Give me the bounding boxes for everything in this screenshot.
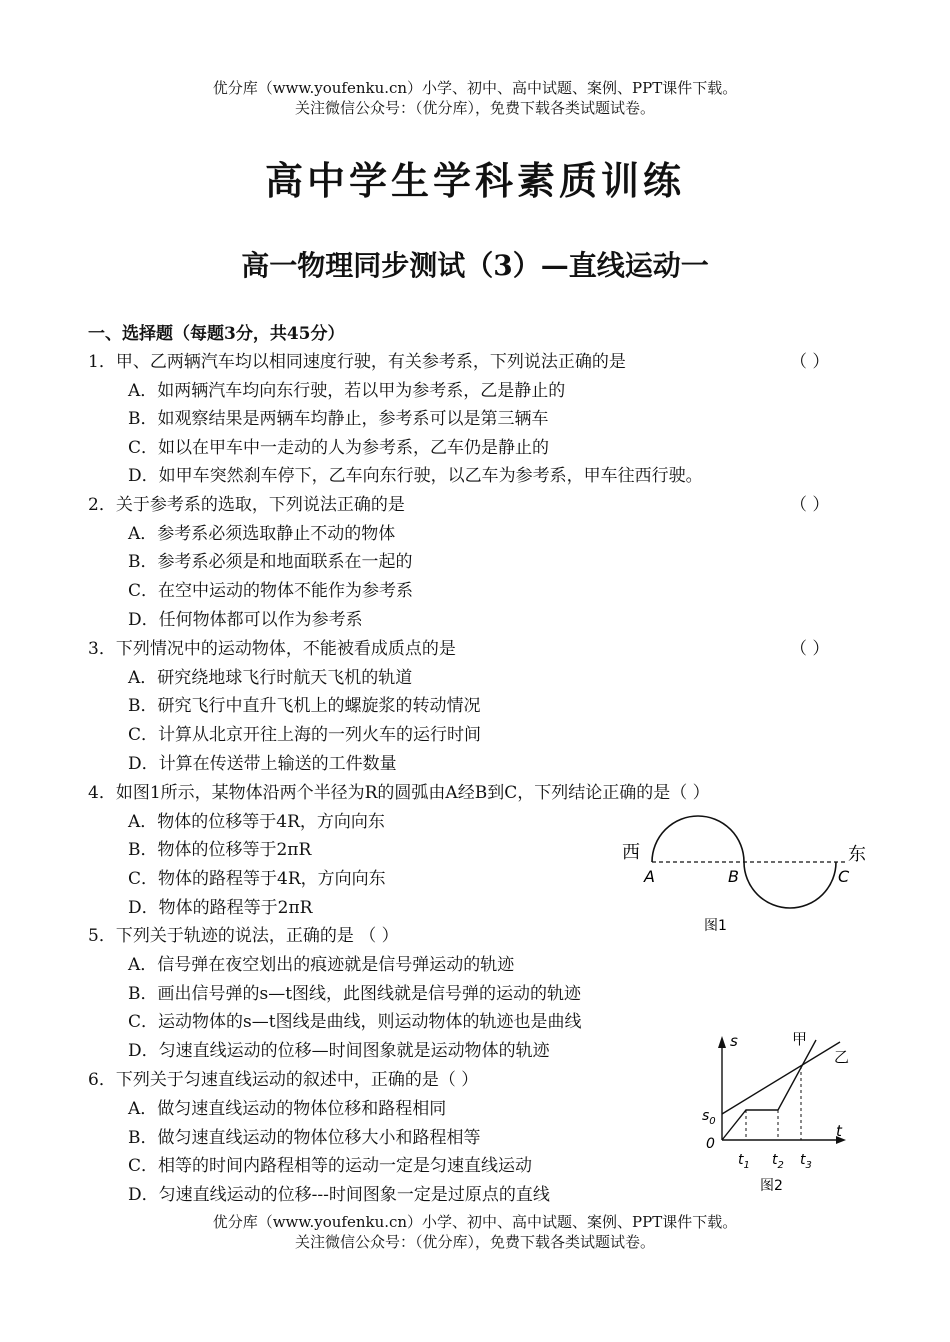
t2-label: $t_2$ bbox=[772, 1152, 784, 1171]
question-2-option-c: C．在空中运动的物体不能作为参考系 bbox=[128, 581, 414, 601]
question-5-stem: 5．下列关于轨迹的说法，正确的是 （ ） bbox=[88, 926, 399, 946]
figure-2 bbox=[690, 1022, 860, 1202]
figure-2-caption: 图2 bbox=[760, 1178, 783, 1194]
footer-line-2: 关注微信公众号：（优分库），免费下载各类试题试卷。 bbox=[294, 1233, 655, 1251]
question-6-stem: 6．下列关于匀速直线运动的叙述中，正确的是（ ） bbox=[88, 1070, 479, 1090]
figure-1-caption: 图1 bbox=[704, 918, 727, 934]
question-5-option-c: C．运动物体的s—t图线是曲线，则运动物体的轨迹也是曲线 bbox=[128, 1012, 582, 1032]
s-axis-arrow bbox=[718, 1036, 726, 1048]
point-b-label: B bbox=[728, 867, 739, 886]
origin-label: 0 bbox=[706, 1136, 715, 1152]
question-6-option-c: C．相等的时间内路程相等的运动一定是匀速直线运动 bbox=[128, 1156, 533, 1176]
question-2-answer-paren: （ ） bbox=[790, 495, 830, 515]
t3-label: $t_3$ bbox=[800, 1152, 812, 1171]
question-3-stem: 3．下列情况中的运动物体，不能被看成质点的是 bbox=[88, 639, 456, 659]
question-1-option-c: C．如以在甲车中一走动的人为参考系，乙车仍是静止的 bbox=[128, 438, 550, 458]
question-6-option-d: D．匀速直线运动的位移---时间图象一定是过原点的直线 bbox=[128, 1185, 550, 1205]
main-title: 高中学生学科素质训练 bbox=[264, 159, 685, 203]
question-2-option-d: D．任何物体都可以作为参考系 bbox=[128, 610, 363, 630]
question-3-answer-paren: （ ） bbox=[790, 639, 830, 659]
question-4-option-c: C．物体的路程等于4R，方向向东 bbox=[128, 869, 386, 889]
header-line-1: 优分库（www.youfenku.cn）小学、初中、高中试题、案例、PPT课件下载。 bbox=[212, 79, 738, 97]
question-1-option-d: D．如甲车突然刹车停下，乙车向东行驶，以乙车为参考系，甲车往西行驶。 bbox=[128, 466, 703, 486]
question-1-answer-paren: （ ） bbox=[790, 352, 830, 372]
question-6-option-a: A．做匀速直线运动的物体位移和路程相同 bbox=[128, 1099, 447, 1119]
t1-label: $t_1$ bbox=[738, 1152, 750, 1171]
question-1-option-b: B．如观察结果是两辆车均静止，参考系可以是第三辆车 bbox=[128, 409, 549, 429]
question-4-option-a: A．物体的位移等于4R，方向向东 bbox=[128, 812, 385, 832]
question-5-option-b: B．画出信号弹的s—t图线，此图线就是信号弹的运动的轨迹 bbox=[128, 984, 582, 1004]
s-axis-label: s bbox=[730, 1032, 738, 1050]
question-3-option-d: D．计算在传送带上输送的工件数量 bbox=[128, 754, 397, 774]
footer-line-1: 优分库（www.youfenku.cn）小学、初中、高中试题、案例、PPT课件下载。 bbox=[212, 1213, 738, 1231]
east-label: 东 bbox=[848, 844, 866, 865]
question-1-option-a: A．如两辆汽车均向东行驶，若以甲为参考系，乙是静止的 bbox=[128, 381, 566, 401]
header-line-2: 关注微信公众号：（优分库），免费下载各类试题试卷。 bbox=[294, 99, 655, 117]
question-5-option-a: A．信号弹在夜空划出的痕迹就是信号弹运动的轨迹 bbox=[128, 955, 515, 975]
lower-arc bbox=[744, 862, 836, 908]
series-yi-label: 乙 bbox=[834, 1048, 850, 1066]
section-heading: 一、选择题（每题3分，共45分） bbox=[88, 324, 345, 344]
question-4-option-d: D．物体的路程等于2πR bbox=[128, 898, 313, 918]
question-2-option-b: B．参考系必须是和地面联系在一起的 bbox=[128, 552, 413, 572]
line-yi bbox=[722, 1040, 816, 1140]
question-4-option-b: B．物体的位移等于2πR bbox=[128, 840, 312, 860]
question-3-option-b: B．研究飞行中直升飞机上的螺旋浆的转动情况 bbox=[128, 696, 481, 716]
upper-arc bbox=[652, 816, 744, 862]
question-2-stem: 2．关于参考系的选取，下列说法正确的是 bbox=[88, 495, 405, 515]
figure-1 bbox=[610, 808, 880, 938]
question-4-stem: 4．如图1所示，某物体沿两个半径为R的圆弧由A经B到C，下列结论正确的是（ ） bbox=[88, 783, 710, 803]
sub-title: 高一物理同步测试（3）—直线运动一 bbox=[241, 249, 709, 282]
t-axis-label: t bbox=[836, 1122, 842, 1140]
question-1-stem: 1．甲、乙两辆汽车均以相同速度行驶，有关参考系，下列说法正确的是 bbox=[88, 352, 626, 372]
s0-label: $s_0$ bbox=[702, 1108, 716, 1127]
point-a-label: A bbox=[644, 867, 655, 886]
question-2-option-a: A．参考系必须选取静止不动的物体 bbox=[128, 524, 396, 544]
point-c-label: C bbox=[838, 867, 850, 886]
series-jia-label: 甲 bbox=[792, 1030, 808, 1048]
question-6-option-b: B．做匀速直线运动的物体位移大小和路程相等 bbox=[128, 1128, 481, 1148]
west-label: 西 bbox=[622, 842, 640, 863]
question-3-option-c: C．计算从北京开往上海的一列火车的运行时间 bbox=[128, 725, 482, 745]
question-3-option-a: A．研究绕地球飞行时航天飞机的轨道 bbox=[128, 668, 413, 688]
question-5-option-d: D．匀速直线运动的位移—时间图象就是运动物体的轨迹 bbox=[128, 1041, 550, 1061]
